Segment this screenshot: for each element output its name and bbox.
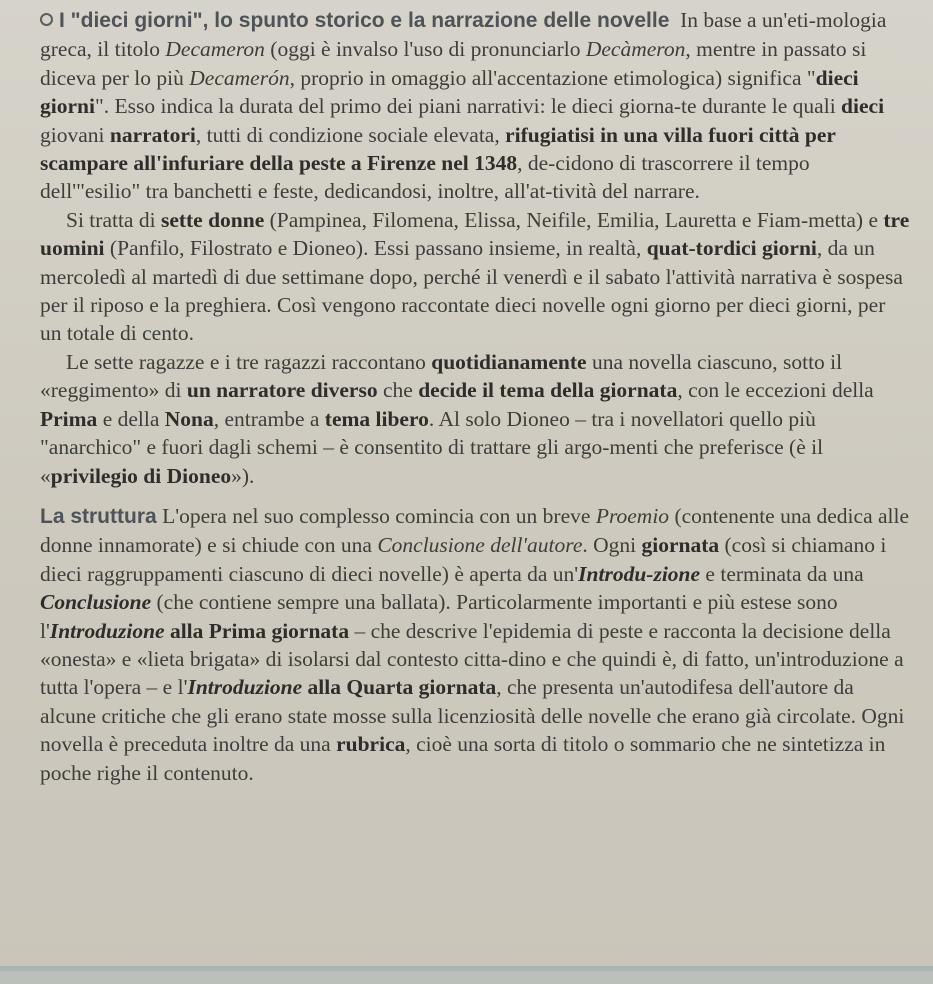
bottom-edge: [0, 971, 933, 984]
paragraph-dieci-giorni: I "dieci giorni", lo spunto storico e la narrazione delle novelle In base a un'eti-mologia greca, il titolo Decameron (oggi è invalso l'uso di pronunciarlo Decàmeron, mentre in passato si diceva per lo più Decamerón, proprio in omaggio all'accentazione etimologica) significa "dieci giorni". Esso indica la durata del primo dei piani narrativi: le dieci giorna-te durante le quali dieci giovani narratori, tutti di condizione sociale elevata, rifugiatisi in una villa fuori città per scampare all'infuriare della peste a Firenze nel 1348, de-cidono di trascorrere il tempo dell'"esilio" tra banchetti e feste, dedicandosi, inoltre, all'at-tività del narrare.: [40, 8, 887, 204]
section-heading-dieci-giorni: I "dieci giorni", lo spunto storico e la narrazione delle novelle: [40, 9, 669, 32]
body-text: [40, 6, 912, 787]
section-heading-struttura: La struttura: [40, 504, 157, 528]
paragraph-struttura: La struttura L'opera nel suo complesso comincia con un breve Proemio (contenente una dedica alle donne innamorate) e si chiude con una Conclusione dell'autore. Ogni giornata (così si chiamano i dieci raggruppamenti ciascuno di dieci novelle) è aperta da un'Introdu-zione e terminata da una Conclusione (che contiene sempre una ballata). Particolarmente importanti e più estese sono l'Introduzione alla Prima giornata – che descrive l'epidemia di peste e racconta la decisione della «onesta» e «lieta brigata» di isolarsi dal contesto citta-dino e che quindi è, di fatto, un'introduzione a tutta l'opera – e l'Introduzione alla Quarta giornata, che presenta un'autodifesa dell'autore da alcune critiche che gli erano state mosse sulla licenziosità delle novelle che erano già circolate. Ogni novella è preceduta inoltre da una rubrica, cioè una sorta di titolo o sommario che ne sintetizza in poche righe il contenuto.: [40, 503, 910, 785]
bullet-icon: [40, 13, 53, 26]
paragraph-narratori: Si tratta di sette donne (Pampinea, Filomena, Elissa, Neifile, Emilia, Lauretta e Fiam-metta) e tre uomini (Panfilo, Filostrato e Dioneo). Essi passano insieme, in realtà, quat-tordici giorni, da un mercoledì al martedì di due settimane dopo, perché il venerdì e il sabato l'attività narrativa è sospesa per il riposo e la preghiera. Così vengono raccontate dieci novelle ogni giorno per dieci giorni, per un totale di cento.: [40, 207, 910, 346]
paragraph-reggimento: Le sette ragazze e i tre ragazzi raccontano quotidianamente una novella ciascuno, sotto il «reggimento» di un narratore diverso che decide il tema della giornata, con le eccezioni della Prima e della Nona, entrambe a tema libero. Al solo Dioneo – tra i novellatori quello più "anarchico" e fuori dagli schemi – è consentito di trattare gli argo-menti che preferisce (è il «privilegio di Dioneo»).: [40, 349, 874, 488]
